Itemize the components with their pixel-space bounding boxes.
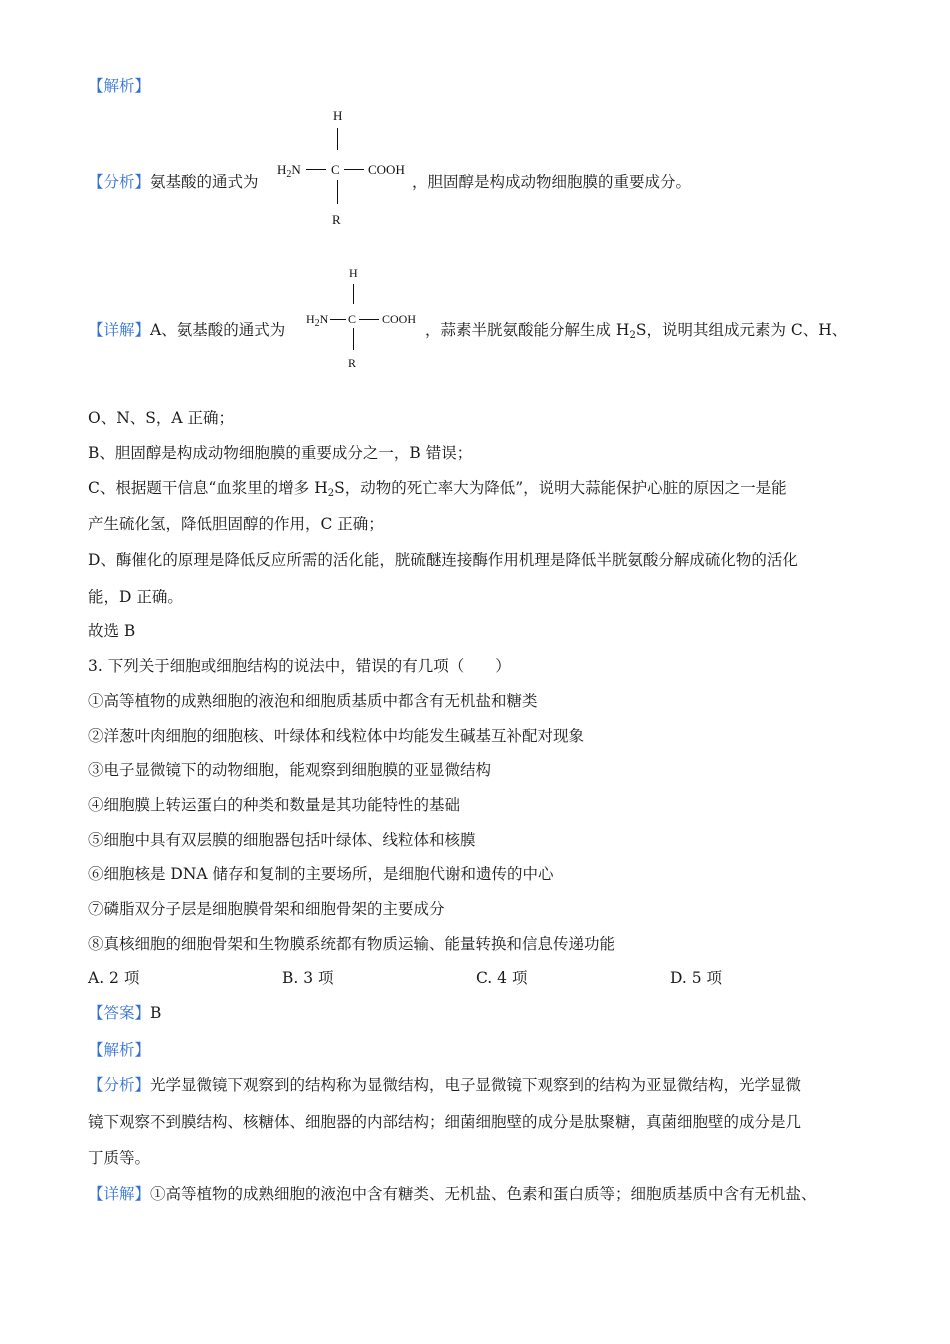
line-b: B、胆固醇是构成动物细胞膜的重要成分之一，B 错误； [88, 444, 473, 462]
q3-item-5: ⑤细胞中具有双层膜的细胞器包括叶绿体、线粒体和核膜 [88, 831, 476, 849]
option-c: C. 4 项 [476, 969, 528, 987]
fenxi-tag: 【分析】 [88, 173, 151, 191]
line-c2: 产生硫化氢，降低胆固醇的作用，C 正确； [88, 515, 384, 533]
jiexi-tag: 【解析】 [88, 77, 151, 95]
formula-nh2: $H_2N$ [277, 162, 301, 180]
q3-item-1: ①高等植物的成熟细胞的液泡和细胞质基质中都含有无机盐和糖类 [88, 692, 538, 710]
formula2-nh2: $H_2N$ [306, 312, 329, 329]
xiangjie-tag: 【详解】 [88, 321, 151, 339]
q3-stem: 3. 下列关于细胞或细胞结构的说法中，错误的有几项（ ） [88, 657, 511, 675]
option-a: A. 2 项 [88, 969, 140, 987]
q3-jiexi-tag: 【解析】 [88, 1041, 151, 1059]
formula-h: H [333, 108, 343, 123]
formula2-h: H [349, 266, 358, 280]
formula-cooh: COOH [368, 162, 405, 177]
line-c1: C、根据题干信息“血浆里的增多 $H_2S$，动物的死亡率大为降低”，说明大蒜能保护心脏的原因之一是能 [88, 479, 787, 499]
q3-item-6: ⑥细胞核是 DNA 储存和复制的主要场所，是细胞代谢和遗传的中心 [88, 865, 554, 883]
q3-item-8: ⑧真核细胞的细胞骨架和生物膜系统都有物质运输、能量转换和信息传递功能 [88, 935, 616, 953]
q2-answer: 故选 B [88, 622, 136, 640]
q3-item-3: ③电子显微镜下的动物细胞，能观察到细胞膜的亚显微结构 [88, 761, 492, 779]
daan-tag: 【答案】 [88, 1004, 151, 1022]
fenxi-tail: ，胆固醇是构成动物细胞膜的重要成分。 [412, 173, 692, 191]
formula-c: C [331, 162, 340, 177]
q3-fenxi-1: 【分析】光学显微镜下观察到的结构称为显微结构，电子显微镜下观察到的结构为亚显微结构，光学显微 [88, 1076, 802, 1094]
q3-answer: B [150, 1004, 162, 1022]
detail-tail: ，蒜素半胱氨酸能分解生成 $H_2S$，说明其组成元素为 C、H、 [425, 321, 848, 341]
q3-detail-1: 【详解】①高等植物的成熟细胞的液泡中含有糖类、无机盐、色素和蛋白质等；细胞质基质中含有无机盐、 [88, 1185, 817, 1203]
q3-fenxi-3: 丁质等。 [88, 1149, 151, 1167]
fenxi-line [88, 172, 259, 192]
detail-head: A、氨基酸的通式为 [150, 321, 286, 339]
q3-item-2: ②洋葱叶肉细胞的细胞核、叶绿体和线粒体中均能发生碱基互补配对现象 [88, 727, 585, 745]
option-b: B. 3 项 [282, 969, 334, 987]
formula-r: R [332, 212, 341, 227]
line-o: O、N、S，A 正确； [88, 409, 235, 427]
line-d2: 能，D 正确。 [88, 588, 183, 606]
detail-line-a [88, 320, 285, 340]
formula2-r: R [348, 356, 357, 370]
line-d1: D、酶催化的原理是降低反应所需的活化能，胱硫醚连接酶作用机理是降低半胱氨酸分解成硫化物的活化 [88, 551, 798, 569]
q3-fenxi-2: 镜下观察不到膜结构、核糖体、细胞器的内部结构；细菌细胞壁的成分是肽聚糖，真菌细胞壁的成分是几 [88, 1113, 802, 1131]
q3-item-4: ④细胞膜上转运蛋白的种类和数量是其功能特性的基础 [88, 796, 461, 814]
q3-item-7: ⑦磷脂双分子层是细胞膜骨架和细胞骨架的主要成分 [88, 900, 445, 918]
formula2-cooh: COOH [382, 312, 417, 326]
option-d: D. 5 项 [670, 969, 723, 987]
formula2-c: C [348, 312, 357, 326]
q3-answer-line [88, 1003, 161, 1023]
fenxi-text: 氨基酸的通式为 [150, 173, 259, 191]
